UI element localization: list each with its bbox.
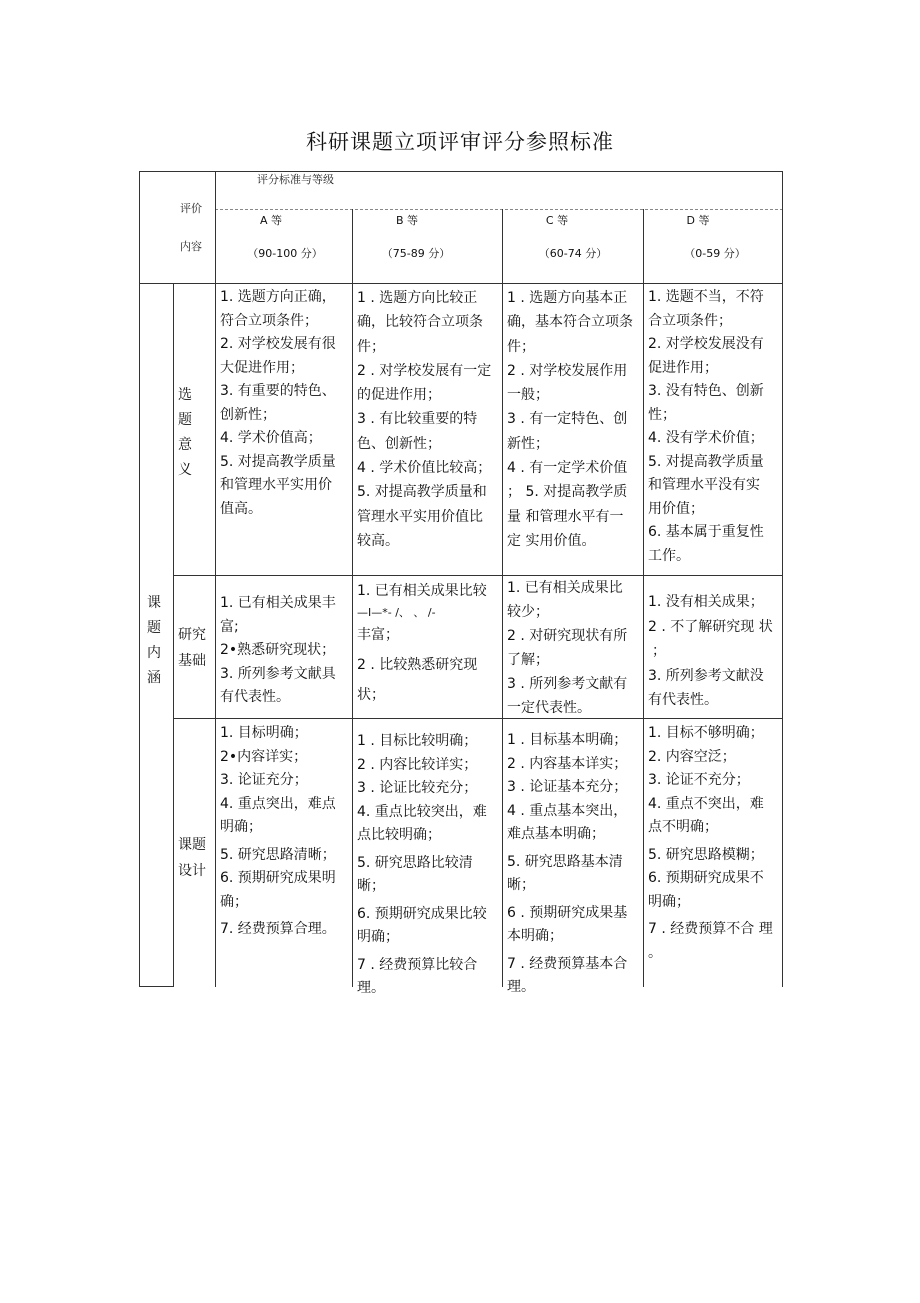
cell-line: 3 . 论证基本充分；	[507, 779, 628, 795]
cell-line: 3 . 有比较重要的特	[357, 411, 478, 428]
row-label-char: 意	[178, 437, 192, 453]
category-char: 涵	[147, 670, 161, 686]
category-char: 课	[147, 595, 161, 611]
eval-label-line1: 评价	[180, 202, 202, 215]
cell-line: 6 . 预期研究成果基	[507, 904, 628, 921]
cell-line: 6. 预期研究成果比较	[357, 905, 487, 922]
cell-line: 4. 没有学术价值；	[648, 430, 764, 446]
cell-line: —I—*- /、 、 /-	[357, 606, 436, 619]
cell-line: 3. 没有特色、创新	[648, 383, 764, 399]
cell-line: 2•熟悉研究现状；	[220, 642, 336, 658]
cell-line: 3 . 所列参考文献有	[507, 676, 628, 692]
cell-line: 6. 预期研究成果明	[220, 870, 336, 886]
cell-r3-c	[507, 729, 627, 1000]
cell-line: 2 . 不了解研究现 状	[648, 618, 773, 635]
row-label-char: 义	[178, 462, 192, 478]
cell-line: 1. 目标明确；	[220, 725, 308, 741]
cell-line: 2 . 内容比较详实；	[357, 756, 478, 773]
criteria-header: 评分标准与等级	[257, 173, 334, 186]
cell-r1-d	[648, 286, 764, 568]
cell-line: 状；	[357, 687, 385, 703]
cell-line: 4. 重点比较突出，难	[357, 803, 487, 820]
header-divider	[215, 209, 783, 210]
cell-line: 理。	[357, 980, 385, 996]
cell-r1-a	[220, 286, 336, 521]
cell-line: 7. 经费预算合理。	[220, 921, 336, 937]
table-bottom-border	[139, 986, 173, 987]
row-divider-2	[173, 718, 783, 719]
cell-line: 大促进作用；	[220, 359, 304, 376]
cell-line: 2 . 对学校发展有一定	[357, 362, 492, 379]
cell-line: 富;	[220, 618, 239, 635]
cell-line: 1. 选题不当，不符	[648, 289, 764, 305]
cell-line: 晰；	[357, 878, 385, 894]
cell-line: 1. 目标不够明确；	[648, 725, 764, 741]
cell-line: 7 . 经费预算不合 理	[648, 921, 773, 937]
cell-line: 4 . 重点基本突出，	[507, 802, 628, 819]
cell-line: 2 . 对研究现状有所	[507, 628, 628, 644]
grade-a-range: （90-100 分）	[247, 247, 323, 260]
cell-r3-a	[220, 722, 336, 942]
cell-line: 一定代表性。	[507, 700, 591, 716]
cell-r3-b	[357, 730, 487, 1001]
row-label-line: 研究	[178, 627, 206, 643]
grade-d-range: （0-59 分）	[684, 247, 746, 260]
cell-r2-c	[507, 576, 627, 720]
cell-line: 4. 学术价值高；	[220, 430, 322, 446]
cell-line: 色、创新性；	[357, 435, 441, 452]
grade-divider-cd	[643, 209, 644, 987]
grade-d-label: D 等	[686, 214, 710, 227]
grade-divider-ab	[352, 209, 353, 987]
cell-line: 2 . 内容基本详实；	[507, 755, 628, 772]
cell-line: 点不明确；	[648, 819, 718, 835]
grade-c-range: （60-74 分）	[538, 247, 608, 260]
cell-line: 确，基本符合立项条	[507, 314, 633, 331]
cell-line: 2 . 对学校发展作用	[507, 362, 628, 379]
cell-r1-c	[507, 286, 633, 553]
cell-line: ； 5. 对提高教学质	[507, 484, 628, 501]
cell-r2-b	[357, 580, 487, 706]
cell-line: 3. 有重要的特色、	[220, 383, 336, 399]
cell-line: 1. 已有相关成果丰	[220, 595, 336, 611]
cell-line: 较高。	[357, 532, 399, 549]
cell-line: 值高。	[220, 500, 262, 517]
cell-line: 量 和管理水平有一	[507, 508, 624, 525]
cell-line: 5. 研究思路清晰；	[220, 846, 336, 863]
cell-line: 7 . 经费预算比较合	[357, 956, 478, 973]
row-label-research-basis	[178, 622, 206, 674]
row-label-char: 选	[178, 387, 192, 403]
cell-line: 理。	[507, 979, 535, 995]
table-left-border	[139, 171, 140, 987]
cell-line: 新性；	[507, 435, 549, 452]
row-label-line: 课题	[178, 837, 206, 853]
cell-line: 3. 所列参考文献没	[648, 667, 764, 684]
cell-line: 7 . 经费预算基本合	[507, 955, 628, 972]
cell-line: 促进作用；	[648, 359, 718, 376]
cell-line: 6. 基本属于重复性	[648, 524, 764, 540]
cell-line: 4 . 学术价值比较高；	[357, 460, 492, 477]
grade-b-range: （75-89 分）	[381, 247, 451, 260]
row-label-line: 设计	[178, 863, 206, 879]
cell-line: ；	[652, 643, 666, 659]
table-right-border	[782, 171, 783, 987]
cell-line: 本明确；	[507, 928, 563, 944]
cell-line: 2. 内容空泛；	[648, 748, 736, 765]
cell-line: 2•内容详实；	[220, 748, 308, 765]
cell-line: 件；	[507, 338, 535, 355]
cell-line: 的促进作用；	[357, 387, 441, 404]
cell-line: 一般；	[507, 387, 549, 404]
cell-line: 1. 已有相关成果比较	[357, 583, 487, 599]
cell-line: 1 . 选题方向比较正	[357, 290, 478, 306]
cell-line: 1 . 目标基本明确；	[507, 732, 628, 748]
row-label-line: 基础	[178, 653, 206, 669]
grade-b-label: B 等	[395, 214, 419, 227]
cell-line: 确，比较符合立项条	[357, 314, 483, 331]
grade-divider-bc	[502, 209, 503, 987]
cell-line: 确；	[220, 893, 248, 910]
table-top-border	[139, 171, 783, 172]
cell-line: 4. 重点突出，难点	[220, 795, 336, 812]
cell-line: 了解；	[507, 652, 549, 668]
cell-line: 1 . 选题方向基本正	[507, 290, 628, 306]
row-divider-1	[173, 575, 783, 576]
cell-line: 1. 已有相关成果比	[507, 580, 623, 596]
cell-line: 定 实用价值。	[507, 532, 596, 549]
cell-line: 有代表性。	[648, 692, 718, 708]
cell-line: 1 . 目标比较明确；	[357, 733, 478, 749]
cell-line: 5. 研究思路模糊；	[648, 846, 764, 863]
grade-c-label: C 等	[545, 214, 569, 227]
cell-line: 3. 所列参考文献具	[220, 665, 336, 682]
cell-line: 符合立项条件；	[220, 312, 318, 329]
cell-line: 明确；	[357, 929, 399, 945]
cell-line: 2 . 比较熟悉研究现	[357, 657, 478, 673]
cell-line: 丰富；	[357, 627, 399, 643]
cell-line: 难点基本明确；	[507, 826, 605, 842]
grade-a-label: A 等	[259, 214, 283, 227]
cell-line: 管理水平实用价值比	[357, 508, 483, 525]
header-bottom-border	[139, 283, 783, 284]
cell-r1-b	[357, 286, 491, 553]
cell-line: 5. 对提高教学质量	[648, 453, 764, 470]
cell-line: 和管理水平实用价	[220, 477, 332, 493]
category-char: 题	[147, 620, 161, 636]
cell-line: 4. 重点不突出，难	[648, 795, 764, 812]
category-label	[145, 591, 163, 691]
cell-line: 5. 研究思路比较清	[357, 854, 473, 871]
cell-line: 4 . 有一定学术价值	[507, 460, 628, 477]
category-char: 内	[147, 645, 161, 661]
cell-line: 工作。	[648, 547, 690, 564]
row-label-topic-design	[178, 832, 206, 884]
cell-line: 5. 对提高教学质量	[220, 453, 336, 470]
cell-line: 。	[648, 944, 662, 961]
cell-line: 2. 对学校发展有很	[220, 336, 336, 352]
cell-line: 性；	[648, 406, 676, 423]
label-divider	[215, 171, 216, 987]
cell-line: 3. 论证充分；	[220, 772, 308, 788]
eval-label-line2: 内容	[180, 240, 202, 253]
cell-line: 用价值；	[648, 500, 704, 517]
cell-line: 1. 没有相关成果；	[648, 594, 764, 610]
cell-line: 件；	[357, 338, 385, 355]
row-label-char: 题	[178, 412, 192, 428]
cell-line: 和管理水平没有实	[648, 477, 760, 493]
cell-line: 3. 论证不充分；	[648, 772, 750, 788]
cell-r3-d	[648, 722, 773, 965]
cell-line: 晰；	[507, 877, 535, 893]
cell-line: 较少；	[507, 604, 549, 620]
cell-r2-d	[648, 590, 773, 713]
cell-line: 5. 对提高教学质量和	[357, 484, 487, 501]
cell-line: 明确；	[648, 893, 690, 910]
cell-line: 5. 研究思路基本清	[507, 853, 623, 870]
cell-line: 合立项条件；	[648, 312, 732, 329]
cell-line: 创新性；	[220, 406, 276, 423]
cell-line: 2. 对学校发展没有	[648, 336, 764, 352]
category-divider	[173, 283, 174, 987]
cell-line: 点比较明确；	[357, 827, 441, 843]
cell-line: 6. 预期研究成果不	[648, 870, 764, 886]
cell-line: 1. 选题方向正确，	[220, 289, 336, 305]
cell-line: 3 . 有一定特色、创	[507, 411, 628, 428]
cell-line: 明确；	[220, 819, 262, 835]
row-label-topic-significance	[176, 383, 194, 483]
cell-r2-a	[220, 592, 336, 710]
cell-line: 有代表性。	[220, 689, 290, 705]
document-title: 科研课题立项评审评分参照标准	[306, 130, 614, 154]
cell-line: 3 . 论证比较充分；	[357, 780, 478, 796]
